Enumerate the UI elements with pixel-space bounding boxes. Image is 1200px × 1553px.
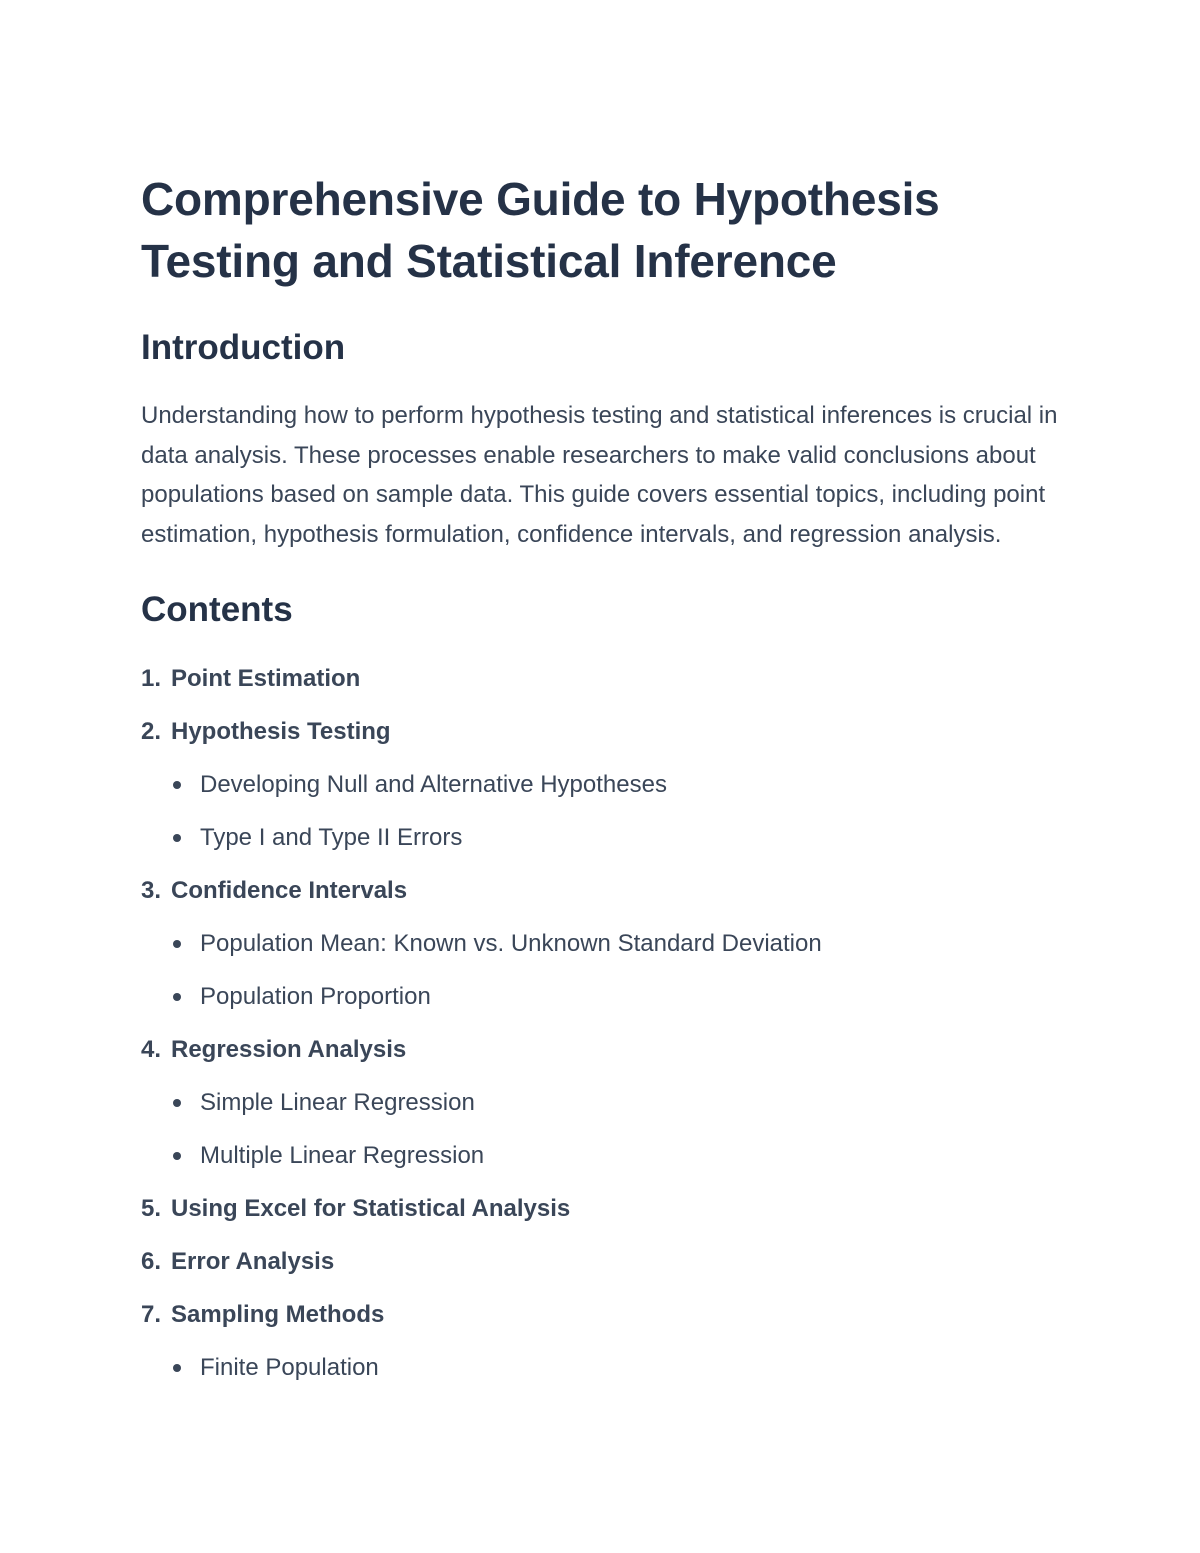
contents-item: [141, 705, 1061, 864]
introduction-heading: Introduction: [141, 328, 346, 367]
contents-subitem: [171, 1076, 1061, 1129]
bullet-icon: [173, 940, 181, 948]
contents-subitem-label: Finite Population: [200, 1354, 379, 1381]
contents-subitem-label: Multiple Linear Regression: [200, 1142, 485, 1169]
contents-subitem-label: Type I and Type II Errors: [200, 824, 463, 851]
contents-item: [141, 1182, 1061, 1235]
contents-item-title: Error Analysis: [171, 1248, 335, 1275]
contents-item-number: 1.: [141, 665, 162, 692]
contents-item: [141, 1288, 1061, 1394]
contents-item-title: Hypothesis Testing: [171, 718, 391, 745]
contents-subitem: [171, 970, 1061, 1023]
bullet-icon: [173, 781, 181, 789]
contents-subitem: [171, 1341, 1061, 1394]
introduction-paragraph: Understanding how to perform hypothesis testing and statistical inferences is crucial in data analysis. These processes enable researchers to make valid conclusions about populations based on sample data. This guide covers essential topics, including point estimation, hypothesis formulation, confidence intervals, and regression analysis.: [141, 402, 1058, 548]
contents-heading: Contents: [141, 590, 293, 629]
bullet-icon: [173, 834, 181, 842]
contents-subitem: [171, 811, 1061, 864]
contents-item-number: 5.: [141, 1195, 162, 1222]
contents-subitem: [171, 1129, 1061, 1182]
bullet-icon: [173, 993, 181, 1001]
contents-list: [141, 652, 1061, 1394]
contents-subitem-list: [141, 758, 1061, 864]
contents-subitem-label: Population Mean: Known vs. Unknown Standard Deviation: [200, 930, 822, 957]
contents-item-number: 6.: [141, 1248, 162, 1275]
document-page: [141, 168, 1061, 1394]
contents-item-number: 2.: [141, 718, 162, 745]
bullet-icon: [173, 1364, 181, 1372]
contents-subitem: [171, 758, 1061, 811]
bullet-icon: [173, 1099, 181, 1107]
contents-item-title: Sampling Methods: [171, 1301, 385, 1328]
bullet-icon: [173, 1152, 181, 1160]
contents-subitem-label: Developing Null and Alternative Hypotheses: [200, 771, 667, 798]
contents-subitem: [171, 917, 1061, 970]
contents-subitem-list: [141, 1076, 1061, 1182]
contents-item-title: Regression Analysis: [171, 1036, 407, 1063]
contents-subitem-list: [141, 1341, 1061, 1394]
contents-item: [141, 1235, 1061, 1288]
contents-item-title: Point Estimation: [171, 665, 361, 692]
contents-subitem-label: Simple Linear Regression: [200, 1089, 475, 1116]
contents-subitem-label: Population Proportion: [200, 983, 431, 1010]
contents-item: [141, 652, 1061, 705]
contents-item-title: Using Excel for Statistical Analysis: [171, 1195, 571, 1222]
contents-item-number: 7.: [141, 1301, 162, 1328]
contents-item-title: Confidence Intervals: [171, 877, 408, 904]
contents-item: [141, 864, 1061, 1023]
contents-item: [141, 1023, 1061, 1182]
contents-item-number: 4.: [141, 1036, 162, 1063]
document-title: Comprehensive Guide to Hypothesis Testing and Statistical Inference: [141, 173, 940, 287]
contents-item-number: 3.: [141, 877, 162, 904]
contents-subitem-list: [141, 917, 1061, 1023]
